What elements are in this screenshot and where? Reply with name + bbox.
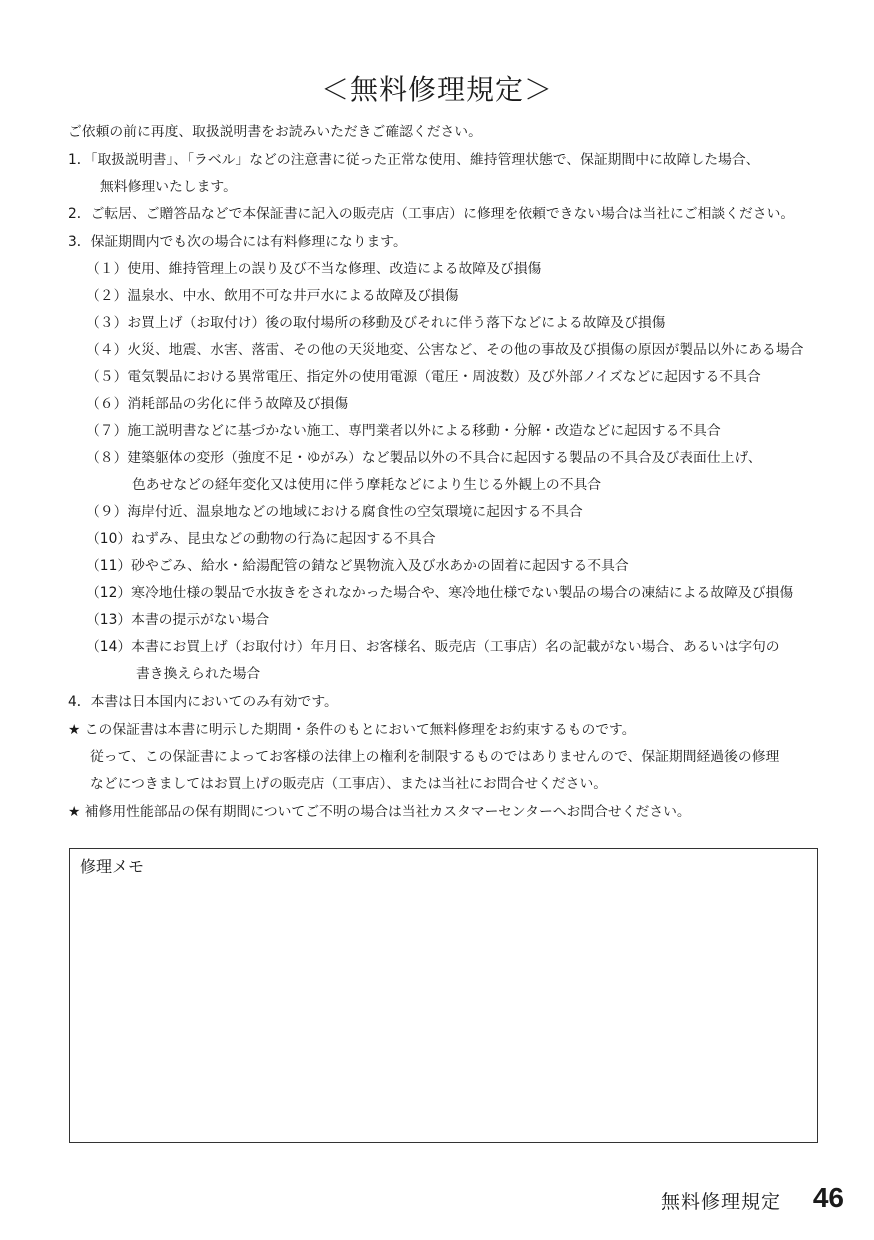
- sub-item-4: （４）火災、地震、水害、落雷、その他の天災地変、公害など、その他の事故及び損傷の原因が製品以外にある場合: [86, 342, 804, 358]
- page-title: ＜無料修理規定＞: [320, 73, 553, 106]
- sub-item-10: （10）ねずみ、昆虫などの動物の行為に起因する不具合: [86, 531, 436, 547]
- page-number: 46: [812, 1182, 844, 1213]
- item-1-continued: 無料修理いたします。: [100, 179, 237, 195]
- sub-item-3: （３）お買上げ（お取付け）後の取付場所の移動及びそれに伴う落下などによる故障及び損傷: [86, 315, 666, 331]
- sub-item-2: （２）温泉水、中水、飲用不可な井戸水による故障及び損傷: [86, 288, 459, 304]
- note-1-continued: 従って、この保証書によってお客様の法律上の権利を制限するものではありませんので、保証期間経過後の修理: [90, 749, 780, 765]
- sub-item-5: （５）電気製品における異常電圧、指定外の使用電源（電圧・周波数）及び外部ノイズなどに起因する不具合: [86, 369, 761, 385]
- sub-item-13: （13）本書の提示がない場合: [86, 612, 270, 628]
- sub-item-8-continued: 色あせなどの経年変化又は使用に伴う摩耗などにより生じる外観上の不具合: [132, 477, 602, 493]
- note-1: ★ この保証書は本書に明示した期間・条件のもとにおいて無料修理をお約束するものです。: [68, 722, 636, 738]
- repair-memo-box: [69, 848, 818, 1143]
- intro-text: ご依頼の前に再度、取扱説明書をお読みいただきご確認ください。: [68, 124, 482, 140]
- sub-item-7: （７）施工説明書などに基づかない施工、専門業者以外による移動・分解・改造などに起因する不具合: [86, 423, 721, 439]
- sub-item-14: （14）本書にお買上げ（お取付け）年月日、お客様名、販売店（工事店）名の記載がない場合、あるいは字句の: [86, 639, 780, 655]
- sub-item-11: （11）砂やごみ、給水・給湯配管の錆など異物流入及び水あかの固着に起因する不具合: [86, 558, 629, 574]
- item-3: 3．保証期間内でも次の場合には有料修理になります。: [68, 234, 407, 250]
- sub-item-14-continued: 書き換えられた場合: [136, 666, 261, 682]
- sub-item-12: （12）寒冷地仕様の製品で水抜きをされなかった場合や、寒冷地仕様でない製品の場合の凍結による故障及び損傷: [86, 585, 794, 601]
- memo-label: 修理メモ: [80, 857, 145, 876]
- note-2: ★ 補修用性能部品の保有期間についてご不明の場合は当社カスタマーセンターへお問合せください。: [68, 804, 691, 820]
- item-2: 2．ご転居、ご贈答品などで本保証書に記入の販売店（工事店）に修理を依頼できない場合は当社にご相談ください。: [68, 206, 795, 222]
- item-4: 4．本書は日本国内においてのみ有効です。: [68, 694, 338, 710]
- sub-item-8: （８）建築躯体の変形（強度不足・ゆがみ）など製品以外の不具合に起因する製品の不具合及び表面仕上げ、: [86, 450, 762, 466]
- sub-item-6: （６）消耗部品の劣化に伴う故障及び損傷: [86, 396, 349, 412]
- item-1: 1．「取扱説明書」、「ラベル」などの注意書に従った正常な使用、維持管理状態で、保証期間中に故障した場合、: [68, 152, 760, 168]
- sub-item-1: （１）使用、維持管理上の誤り及び不当な修理、改造による故障及び損傷: [86, 261, 542, 277]
- footer-section-title: 無料修理規定: [660, 1191, 781, 1213]
- sub-item-9: （９）海岸付近、温泉地などの地域における腐食性の空気環境に起因する不具合: [86, 504, 583, 520]
- note-1-continued-2: などにつきましてはお買上げの販売店（工事店）、または当社にお問合せください。: [90, 776, 608, 792]
